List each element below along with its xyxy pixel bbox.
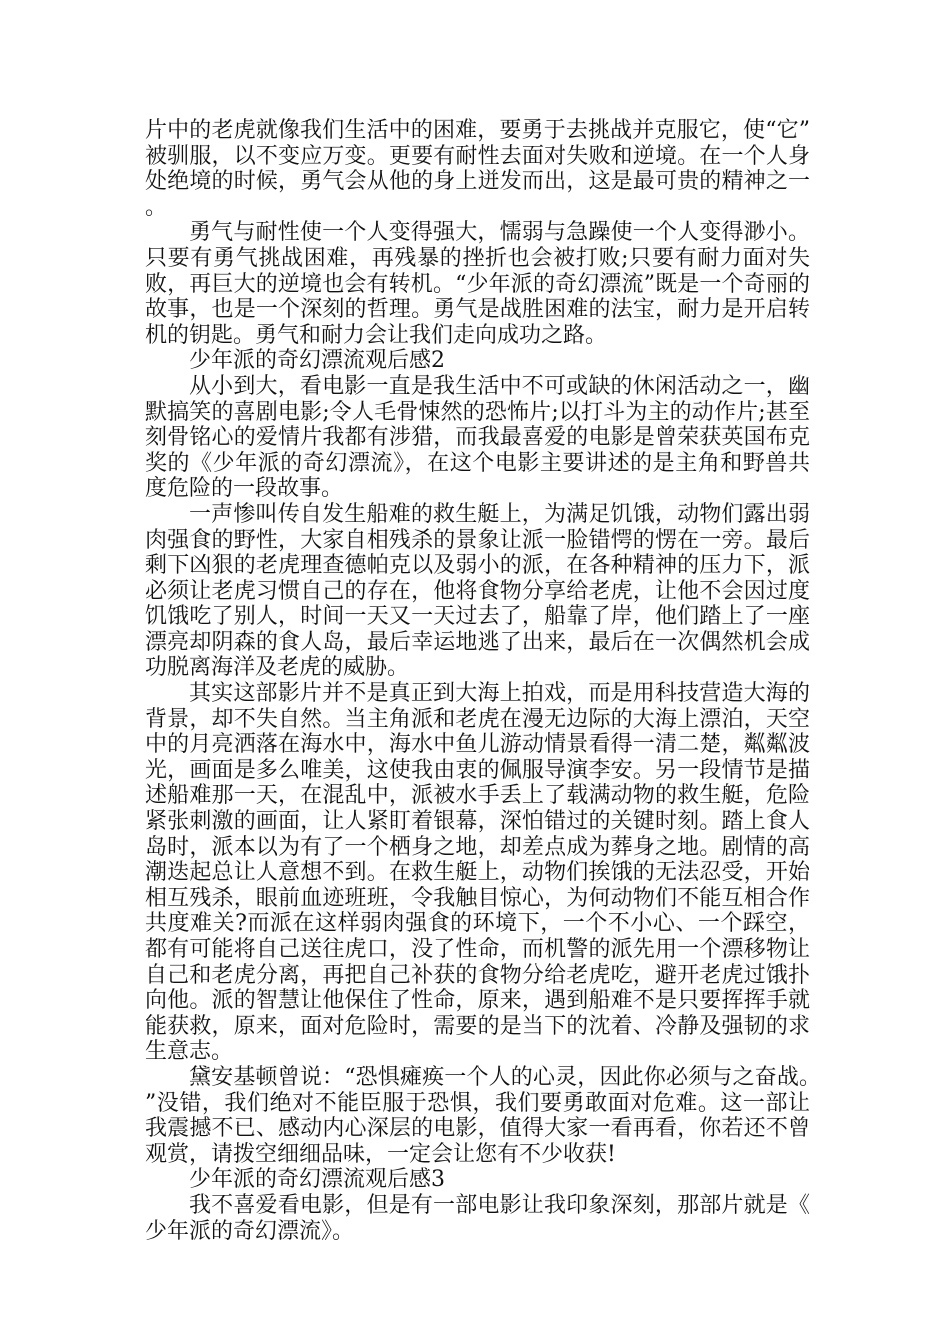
paragraph-5: 其实这部影片并不是真正到大海上拍戏，而是用科技营造大海的背景，却不失自然。当主角派和老虎在漫无边际的大海上漂泊，天空中的月亮洒落在海水中，海水中鱼儿游动情景看得一清二楚，粼粼波光，画面是多么唯美，这使我由衷的佩服导演李安。另一段情节是描述船难那一天，在混乱中，派被水手丢上了载满动物的救生艇，危险紧张刺激的画面，让人紧盯着银幕，深怕错过的关键时刻。踏上食人岛时，派本以为有了一个栖身之地，却差点成为葬身之地。剧情的高潮迭起总让人意想不到。在救生艇上，动物们挨饿的无法忍受，开始相互残杀，眼前血迹班班，令我触目惊心，为何动物们不能互相合作共度难关?而派在这样弱肉强食的环境下，一个不小心、一个踩空，都有可能将自己送往虎口，没了性命，而机警的派先用一个漂移物让自己和老虎分离，再把自己补获的食物分给老虎吃，避开老虎过饿扑向他。派的智慧让他保住了性命，原来，遇到船难不是只要挥挥手就能获救，原来，面对危险时，需要的是当下的沈着、冷静及强韧的求生意志。 (145, 681, 810, 1065)
document-body (145, 118, 810, 1244)
paragraph-3: 从小到大，看电影一直是我生活中不可或缺的休闲活动之一，幽默搞笑的喜剧电影;令人毛骨悚然的恐怖片;以打斗为主的动作片;甚至刻骨铭心的爱情片我都有涉猎，而我最喜爱的电影是曾荣获英国布克奖的《少年派的奇幻漂流》，在这个电影主要讲述的是主角和野兽共度危险的一段故事。 (145, 373, 810, 502)
section-heading-3: 少年派的奇幻漂流观后感3 (189, 1167, 445, 1193)
paragraph-7: 我不喜爱看电影，但是有一部电影让我印象深刻，那部片就是《少年派的奇幻漂流》。 (145, 1192, 810, 1244)
section-heading-2: 少年派的奇幻漂流观后感2 (189, 348, 445, 374)
paragraph-6: 黛安基顿曾说：“恐惧瘫痪一个人的心灵，因此你必须与之奋战。”没错，我们绝对不能臣服于恐惧，我们要勇敢面对危难。这一部让我震撼不已、感动内心深层的电影，值得大家一看再看，你若还不曾观赏，请拨空细细品味，一定会让您有不少收获! (145, 1064, 810, 1167)
paragraph-1: 片中的老虎就像我们生活中的困难，要勇于去挑战并克服它，使“它”被驯服，以不变应万变。更要有耐性去面对失败和逆境。在一个人身处绝境的时候，勇气会从他的身上迸发而出，这是最可贵的精神之一。 (145, 118, 810, 220)
paragraph-2: 勇气与耐性使一个人变得强大，懦弱与急躁使一个人变得渺小。只要有勇气挑战困难，再残暴的挫折也会被打败;只要有耐力面对失败，再巨大的逆境也会有转机。“少年派的奇幻漂流”既是一个奇丽的故事，也是一个深刻的哲理。勇气是战胜困难的法宝，耐力是开启转机的钥匙。勇气和耐力会让我们走向成功之路。 (145, 220, 810, 348)
paragraph-4: 一声惨叫传自发生船难的救生艇上，为满足饥饿，动物们露出弱肉强食的野性，大家自相残杀的景象让派一脸错愕的愣在一旁。最后剩下凶狠的老虎理查德帕克以及弱小的派，在各种精神的压力下，派必须让老虎习惯自己的存在，他将食物分享给老虎，让他不会因过度饥饿吃了别人，时间一天又一天过去了，船靠了岸，他们踏上了一座漂亮却阴森的食人岛，最后幸运地逃了出来，最后在一次偶然机会成功脱离海洋及老虎的威胁。 (145, 501, 810, 681)
